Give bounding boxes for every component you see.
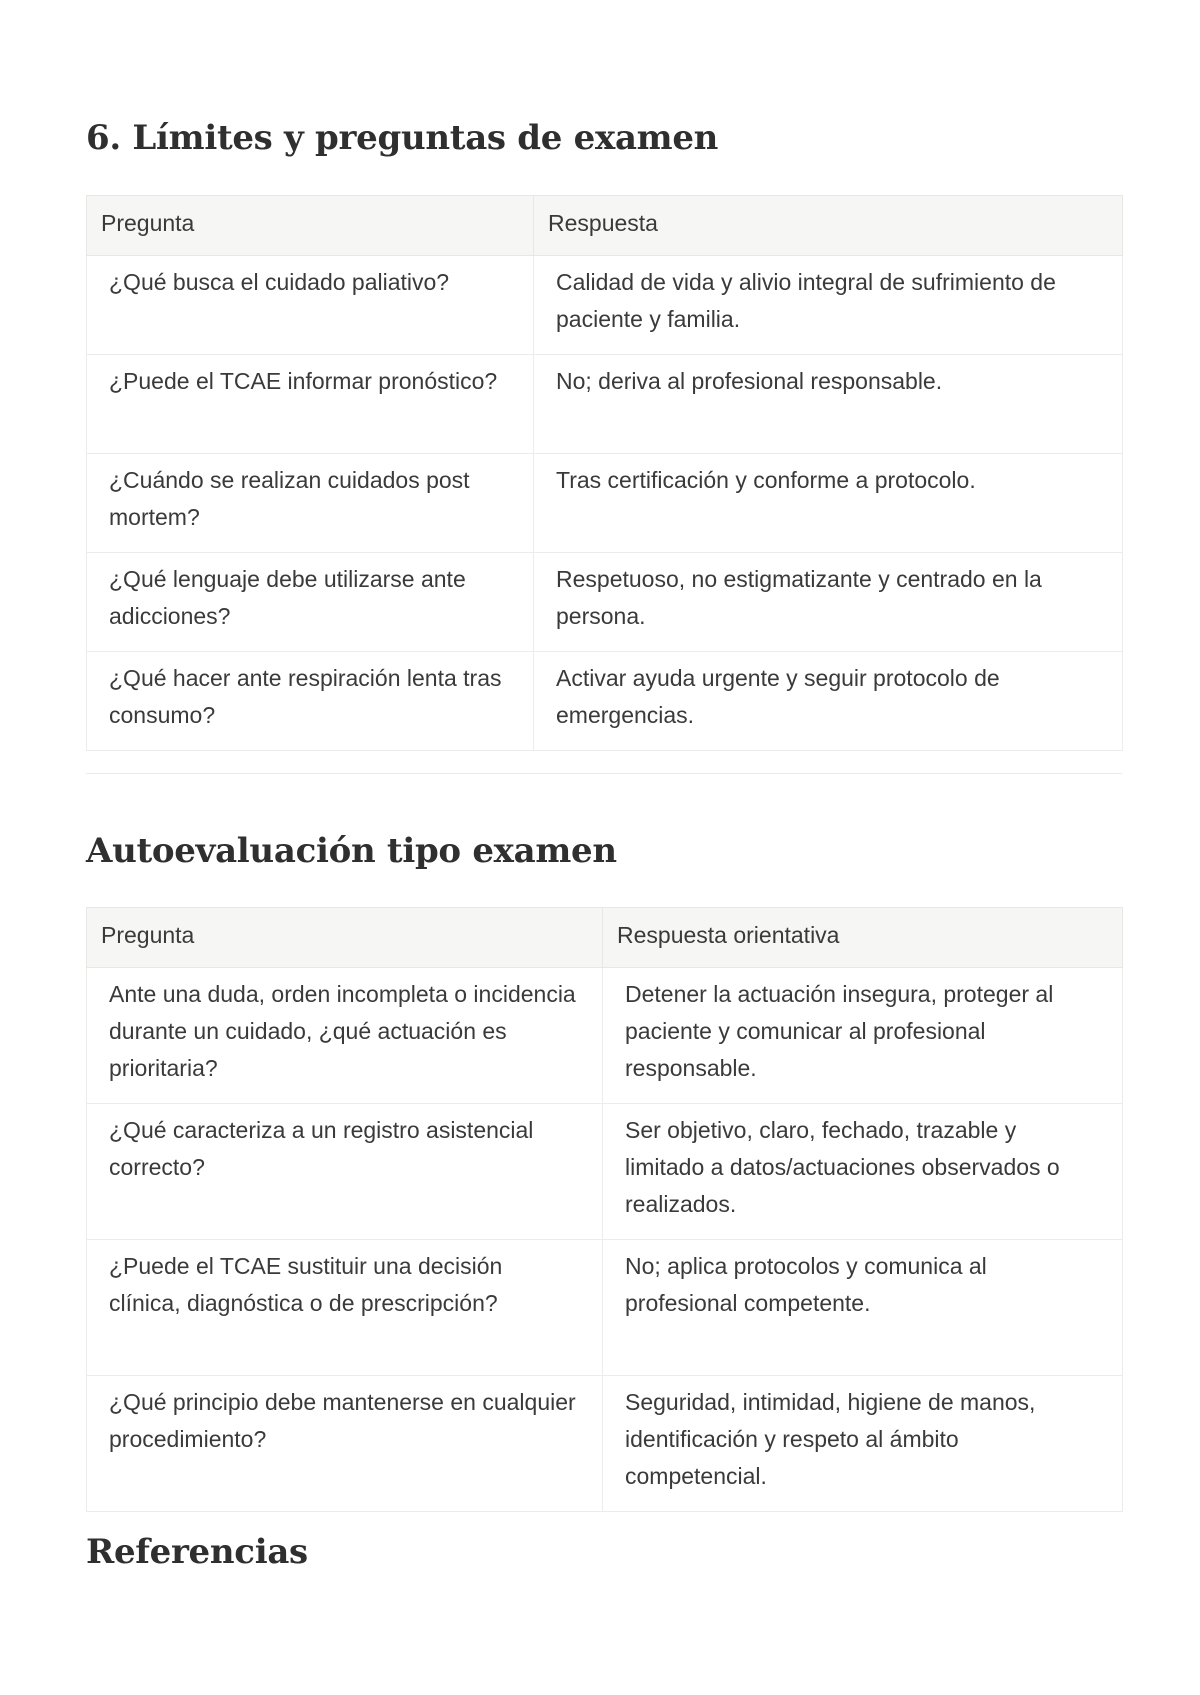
table-row	[87, 1376, 1123, 1512]
answer-cell: Tras certificación y conforme a protocolo.	[534, 454, 1123, 553]
answer-cell: Respetuoso, no estigmatizante y centrado en la persona.	[534, 553, 1123, 652]
self-evaluation-table	[86, 907, 1123, 1512]
question-cell: ¿Puede el TCAE informar pronóstico?	[87, 355, 534, 454]
section-title-self-evaluation: Autoevaluación tipo examen	[86, 831, 617, 871]
table-header-row	[87, 196, 1123, 256]
answer-cell: Calidad de vida y alivio integral de sufrimiento de paciente y familia.	[534, 256, 1123, 355]
answer-cell: Seguridad, intimidad, higiene de manos, identificación y respeto al ámbito competencial.	[603, 1376, 1123, 1512]
column-header-question: Pregunta	[87, 196, 534, 256]
table-row	[87, 968, 1123, 1104]
question-cell: ¿Qué caracteriza a un registro asistencial correcto?	[87, 1104, 603, 1240]
answer-cell: No; deriva al profesional responsable.	[534, 355, 1123, 454]
section-title-references: Referencias	[86, 1532, 308, 1572]
column-header-question: Pregunta	[87, 908, 603, 968]
question-cell: ¿Qué hacer ante respiración lenta tras consumo?	[87, 652, 534, 751]
table-row	[87, 256, 1123, 355]
table-row	[87, 652, 1123, 751]
question-cell: ¿Qué lenguaje debe utilizarse ante adicciones?	[87, 553, 534, 652]
table-row	[87, 355, 1123, 454]
section-title-limits: 6. Límites y preguntas de examen	[86, 118, 719, 158]
question-cell: ¿Qué principio debe mantenerse en cualquier procedimiento?	[87, 1376, 603, 1512]
column-header-answer: Respuesta orientativa	[603, 908, 1123, 968]
limits-table	[86, 195, 1123, 751]
table-row	[87, 553, 1123, 652]
question-cell: ¿Cuándo se realizan cuidados post mortem?	[87, 454, 534, 553]
table-row	[87, 1104, 1123, 1240]
column-header-answer: Respuesta	[534, 196, 1123, 256]
question-cell: Ante una duda, orden incompleta o incidencia durante un cuidado, ¿qué actuación es prioritaria?	[87, 968, 603, 1104]
table-row	[87, 1240, 1123, 1376]
answer-cell: No; aplica protocolos y comunica al profesional competente.	[603, 1240, 1123, 1376]
answer-cell: Detener la actuación insegura, proteger al paciente y comunicar al profesional responsable.	[603, 968, 1123, 1104]
answer-cell: Activar ayuda urgente y seguir protocolo de emergencias.	[534, 652, 1123, 751]
section-divider	[86, 773, 1122, 774]
table-row	[87, 454, 1123, 553]
answer-cell: Ser objetivo, claro, fechado, trazable y limitado a datos/actuaciones observados o realizados.	[603, 1104, 1123, 1240]
question-cell: ¿Qué busca el cuidado paliativo?	[87, 256, 534, 355]
question-cell: ¿Puede el TCAE sustituir una decisión clínica, diagnóstica o de prescripción?	[87, 1240, 603, 1376]
table-header-row	[87, 908, 1123, 968]
